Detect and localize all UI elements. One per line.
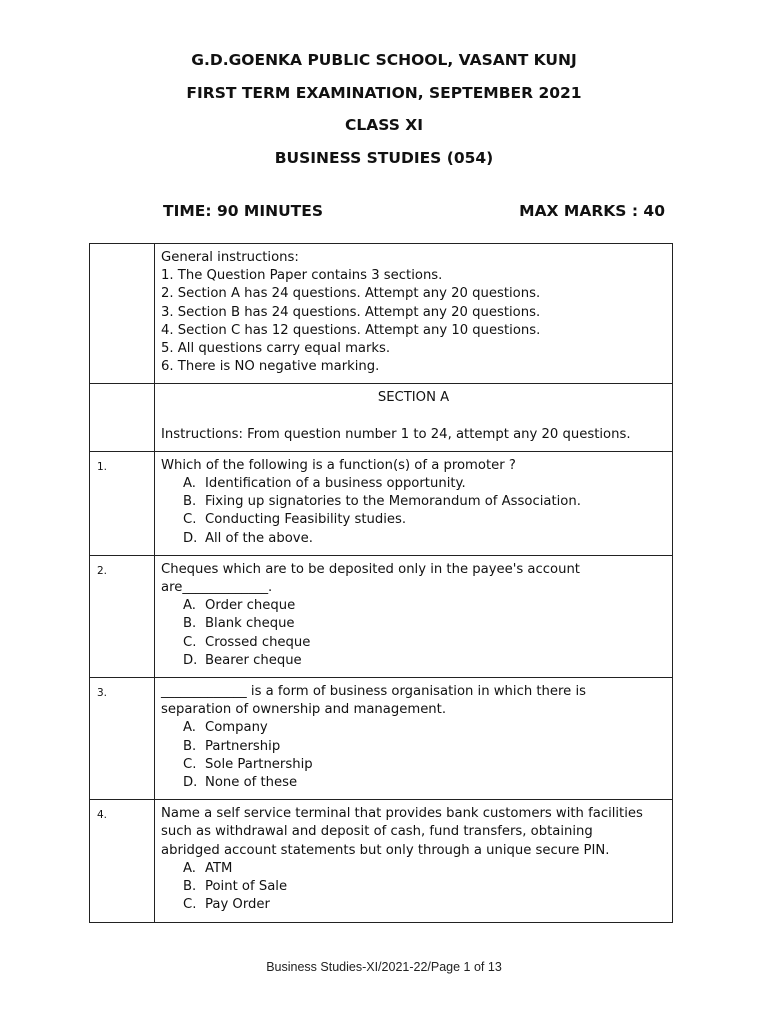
instruction-line: 5. All questions carry equal marks.	[161, 341, 391, 357]
option-letter: B.	[183, 494, 197, 510]
option	[183, 634, 666, 652]
question-cell	[155, 451, 673, 555]
option-text: All of the above.	[205, 530, 313, 546]
instruction-line: 4. Section C has 12 questions. Attempt any 10 questions.	[161, 322, 541, 338]
question-number: 4.	[90, 800, 155, 922]
option	[183, 774, 666, 792]
option-text: Order cheque	[205, 598, 296, 614]
max-marks-label: MAX MARKS : 40	[519, 202, 665, 220]
option-letter: C.	[183, 756, 197, 772]
option-letter: B.	[183, 879, 197, 895]
option-text: Point of Sale	[205, 879, 288, 895]
question-number: 1.	[90, 451, 155, 555]
option-text: Company	[205, 720, 268, 736]
question-cell	[155, 555, 673, 677]
page-footer: Business Studies-XI/2021-22/Page 1 of 13	[266, 960, 502, 974]
instructions-title: General instructions:	[161, 250, 299, 265]
option	[183, 493, 666, 511]
option-text: None of these	[205, 775, 298, 791]
option-letter: A.	[183, 720, 196, 736]
section-num-cell	[90, 384, 155, 451]
instruction-line: 2. Section A has 24 questions. Attempt any 20 questions.	[161, 286, 541, 302]
option-text: ATM	[205, 860, 233, 876]
option	[183, 530, 666, 548]
option-letter: D.	[183, 775, 198, 791]
option	[183, 475, 666, 493]
question-row	[90, 451, 673, 555]
option-text: Fixing up signatories to the Memorandum of Association.	[205, 494, 581, 510]
document-header	[0, 44, 768, 174]
option	[183, 738, 666, 756]
option	[183, 860, 666, 878]
question-cell	[155, 678, 673, 800]
section-cell	[155, 384, 673, 451]
options-list	[161, 719, 666, 792]
option-text: Blank cheque	[205, 616, 295, 632]
section-title: SECTION A	[377, 390, 450, 406]
instructions-cell	[155, 244, 673, 384]
option-letter: D.	[183, 652, 198, 668]
option-text: Bearer cheque	[205, 652, 302, 668]
question-number: 2.	[90, 555, 155, 677]
option-text: Conducting Feasibility studies.	[205, 512, 407, 528]
option-letter: C.	[183, 634, 197, 650]
question-row	[90, 678, 673, 800]
question-number: 3.	[90, 678, 155, 800]
instructions-row	[90, 244, 673, 384]
exam-title: FIRST TERM EXAMINATION, SEPTEMBER 2021	[186, 83, 582, 102]
question-text: Which of the following is a function(s) of a promoter ?	[161, 457, 516, 473]
question-text: such as withdrawal and deposit of cash, fund transfers, obtaining	[161, 824, 593, 840]
question-text: Cheques which are to be deposited only in the payee's account	[161, 561, 580, 577]
instruction-line: 6. There is NO negative marking.	[161, 359, 380, 375]
option	[183, 652, 666, 670]
option-text: Identification of a business opportunity.	[205, 476, 466, 492]
option-text: Crossed cheque	[205, 634, 311, 650]
option	[183, 615, 666, 633]
time-label: TIME: 90 MINUTES	[163, 202, 323, 220]
class-label: CLASS XI	[345, 116, 423, 134]
option-letter: C.	[183, 897, 197, 913]
instruction-line: 3. Section B has 24 questions. Attempt any 20 questions.	[161, 304, 541, 320]
question-text: are_____________.	[161, 580, 273, 596]
question-row	[90, 555, 673, 677]
subject-title: BUSINESS STUDIES (054)	[274, 148, 494, 167]
question-text: _____________ is a form of business organisation in which there is	[161, 684, 586, 700]
option-text: Partnership	[205, 738, 281, 754]
option	[183, 511, 666, 529]
option	[183, 719, 666, 737]
option	[183, 756, 666, 774]
question-text: separation of ownership and management.	[161, 702, 447, 718]
section-instruction: Instructions: From question number 1 to 24, attempt any 20 questions.	[161, 426, 631, 442]
option-text: Pay Order	[205, 897, 270, 913]
instructions-num-cell	[90, 244, 155, 384]
question-cell	[155, 800, 673, 922]
option-letter: B.	[183, 738, 197, 754]
option	[183, 597, 666, 615]
section-row	[90, 384, 673, 451]
school-name: G.D.GOENKA PUBLIC SCHOOL, VASANT KUNJ	[191, 51, 577, 69]
question-table	[89, 243, 673, 923]
options-list	[161, 597, 666, 670]
option-letter: B.	[183, 616, 197, 632]
option-text: Sole Partnership	[205, 756, 313, 772]
option-letter: A.	[183, 860, 196, 876]
option-letter: D.	[183, 530, 198, 546]
option-letter: C.	[183, 512, 197, 528]
option-letter: A.	[183, 476, 196, 492]
option	[183, 878, 666, 896]
option-letter: A.	[183, 598, 196, 614]
options-list	[161, 475, 666, 548]
options-list	[161, 860, 666, 915]
question-row	[90, 800, 673, 922]
instruction-line: 1. The Question Paper contains 3 sections.	[161, 268, 443, 284]
question-text: abridged account statements but only through a unique secure PIN.	[161, 842, 610, 858]
question-text: Name a self service terminal that provides bank customers with facilities	[161, 806, 643, 822]
option	[183, 896, 666, 914]
